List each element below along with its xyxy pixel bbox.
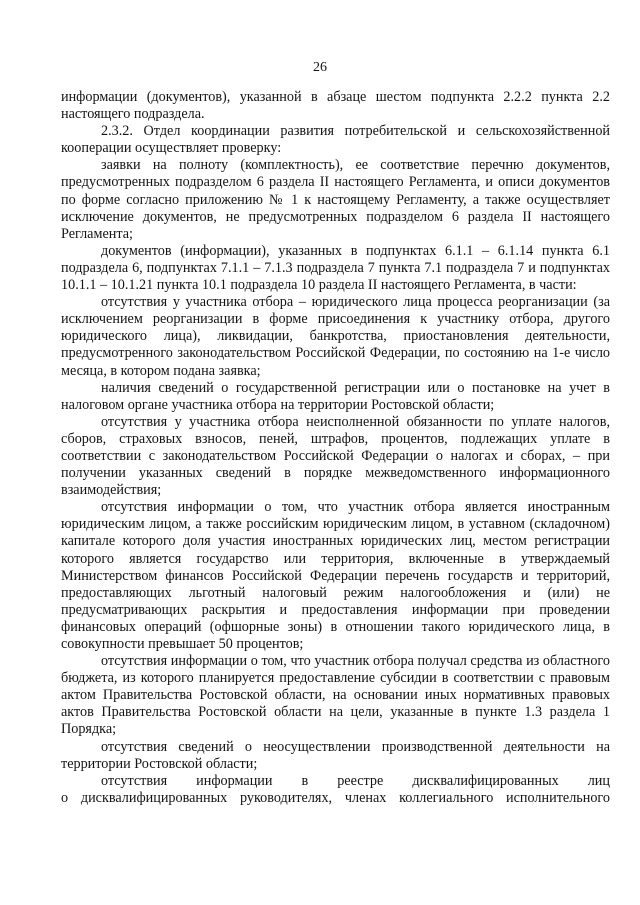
paragraph: заявки на полноту (комплектность), ее соответствие перечню документов, предусмотренных подразделом 6 раздела II настоящего Регламента, и описи документов по форме согласно приложению № 1 к настоящему Регламенту, а также осуществляет исключение документов, не предусмотренных подразделом 6 раздела II настоящего Регламента; xyxy=(61,157,610,242)
paragraph: отсутствия информации о том, что участник отбора является иностранным юридическим лицом, а также российским юридическим лицом, в уставном (складочном) капитале которого доля участия иностранных юридических лиц, местом регистрации которого является государство или территория, включенные в утверждаемый Министерством финансов Российской Федерации перечень государств и территорий, предоставляющих льготный налоговый режим налогообложения и (или) не предусматривающих раскрытия и предоставления информации при проведении финансовых операций (офшорные зоны) в отношении такого юридического лица, в совокупности превышает 50 процентов; xyxy=(61,499,610,652)
paragraph: отсутствия у участника отбора – юридического лица процесса реорганизации (за исключением реорганизации в форме присоединения к участнику отбора, другого юридического лица), ликвидации, банкротства, приостановления деятельности, предусмотренного законодательством Российской Федерации, по состоянию на 1-е число месяца, в котором подана заявка; xyxy=(61,294,610,379)
paragraph: отсутствия сведений о неосуществлении производственной деятельности на территории Ростовской области; xyxy=(61,738,610,772)
page-number: 26 xyxy=(313,60,327,75)
paragraph: отсутствия информации о том, что участник отбора получал средства из областного бюджета, из которого планируется предоставление субсидии в соответствии с правовым актом Правительства Ростовской области, на основании иных нормативных правовых актов Правительства Ростовской области на цели, указанные в пункте 1.3 раздела 1 Порядка; xyxy=(61,653,610,738)
paragraph: о дисквалифицированных руководителях, членах коллегиального исполнительного xyxy=(61,789,610,806)
document-body xyxy=(61,89,610,807)
paragraph: отсутствия информации в реестре дисквалифицированных лиц xyxy=(101,772,610,789)
paragraph: документов (информации), указанных в подпунктах 6.1.1 – 6.1.14 пункта 6.1 подраздела 6, подпунктах 7.1.1 – 7.1.3 подраздела 7 пункта 7.1 подраздела 7 и подпунктах 10.1.1 – 10.1.21 пункта 10.1 подраздела 10 раздела II настоящего Регламента, в части: xyxy=(61,242,610,294)
paragraph: наличия сведений о государственной регистрации или о постановке на учет в налоговом органе участника отбора на территории Ростовской области; xyxy=(61,379,610,413)
paragraph: информации (документов), указанной в абзаце шестом подпункта 2.2.2 пункта 2.2 настоящего подраздела. xyxy=(61,89,610,123)
paragraph: отсутствия у участника отбора неисполненной обязанности по уплате налогов, сборов, страховых взносов, пеней, штрафов, процентов, подлежащих уплате в соответствии с законодательством Российской Федерации о налогах и сборах, – при получении указанных сведений в порядке межведомственного информационного взаимодействия; xyxy=(61,413,610,499)
paragraph: 2.3.2. Отдел координации развития потребительской и сельскохозяйственной кооперации осуществляет проверку: xyxy=(61,123,610,157)
